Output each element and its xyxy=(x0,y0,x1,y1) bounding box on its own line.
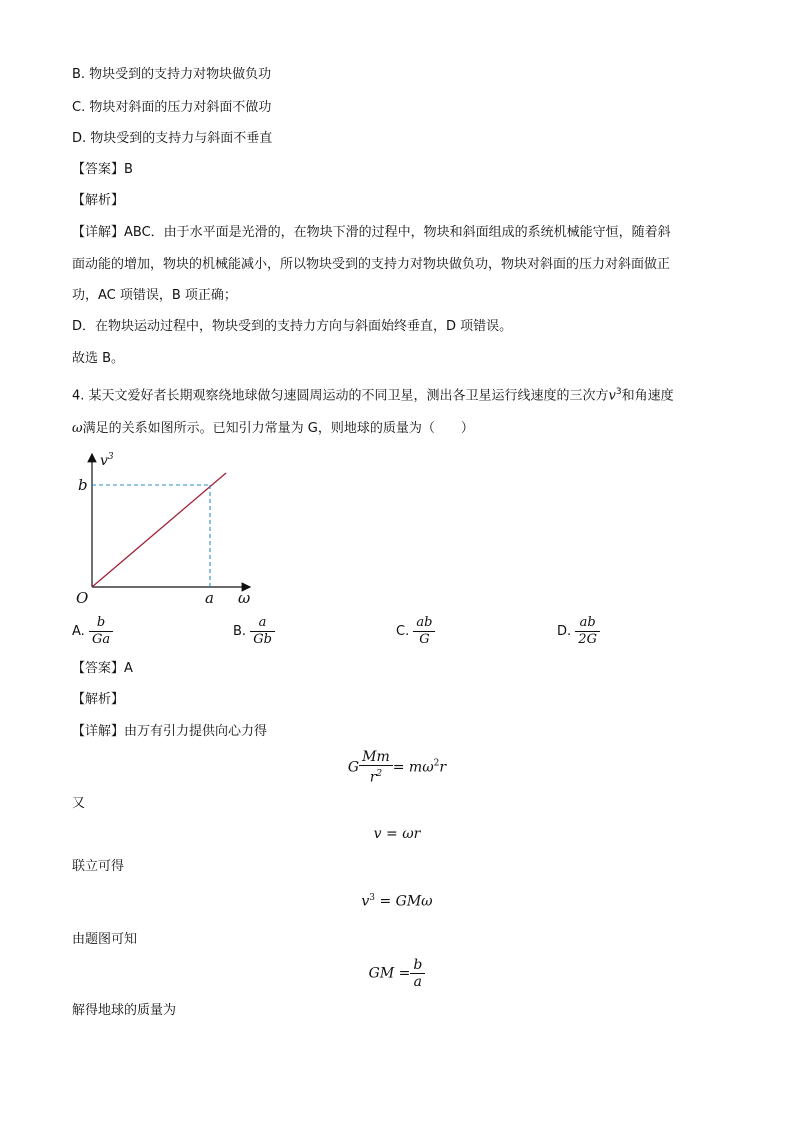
choice-c-fraction xyxy=(413,616,435,647)
eq1-rhs-m: = m xyxy=(392,759,423,776)
y-axis-label-v: v xyxy=(100,453,108,469)
choice-c xyxy=(396,616,435,647)
equation-gravitation xyxy=(0,750,794,785)
eq3-rhs: = GMω xyxy=(375,893,433,910)
equation-v3-gm-omega xyxy=(0,893,794,910)
choice-b xyxy=(233,616,275,647)
v3-omega-graph xyxy=(70,450,260,610)
choice-d-fraction xyxy=(575,616,600,647)
velocity-symbol: v xyxy=(608,388,616,404)
eq1-denominator xyxy=(359,766,393,785)
y-axis-label-exp: 3 xyxy=(107,452,114,462)
omega-symbol: ω xyxy=(72,421,83,436)
eq1-fraction xyxy=(359,750,393,785)
question-4-line2 xyxy=(72,420,474,438)
choice-a xyxy=(72,616,113,647)
eq3-exp: 3 xyxy=(369,893,376,903)
text-youtu: 由题图可知 xyxy=(72,932,138,947)
question-4-text-part3: 满足的关系如图所示。已知引力常量为 G，则地球的质量为（ ） xyxy=(82,421,474,436)
text-you: 又 xyxy=(72,796,86,811)
eq1-den-exp: 2 xyxy=(376,769,383,779)
answer-q3: 【答案】B xyxy=(72,162,133,177)
choice-c-numerator: ab xyxy=(413,616,435,632)
detail-q3-line4: D．在物块运动过程中，物块受到的支持力方向与斜面始终垂直，D 项错误。 xyxy=(72,319,513,334)
choice-a-letter: A. xyxy=(72,624,85,639)
choice-d xyxy=(557,616,600,647)
choice-d-denominator: 2G xyxy=(578,632,597,647)
detail-q3-line1: 【详解】ABC．由于水平面是光滑的，在物块下滑的过程中，物块和斜面组成的系统机械能守恒，随着斜 xyxy=(72,225,671,240)
eq1-exp: 2 xyxy=(433,758,440,769)
choice-b-letter: B. xyxy=(233,624,247,639)
data-line xyxy=(92,473,226,587)
choice-b-numerator: a xyxy=(250,616,275,632)
choice-a-numerator: b xyxy=(89,616,113,632)
choice-d-letter: D. xyxy=(557,624,572,639)
eq4-lhs: GM = xyxy=(368,965,411,982)
choice-a-fraction xyxy=(89,616,113,647)
question-4-text-part1: 4. 某天文爱好者长期观察绕地球做匀速圆周运动的不同卫星，测出各卫星运行线速度的三次方 xyxy=(72,388,609,404)
choice-b-fraction xyxy=(250,616,275,647)
eq4-fraction xyxy=(410,958,425,989)
choice-a-denominator: Ga xyxy=(91,632,111,647)
detail-q4: 【详解】由万有引力提供向心力得 xyxy=(72,724,268,739)
choice-b-denominator: Gb xyxy=(253,632,272,647)
velocity-exponent: 3 xyxy=(615,387,622,397)
question-4-line1 xyxy=(72,383,674,405)
eq4-numerator: b xyxy=(410,958,425,974)
equation-gm-b-over-a xyxy=(0,958,794,989)
analysis-heading-q3: 【解析】 xyxy=(72,193,125,208)
detail-q3-line3: 功，AC 项错误，B 项正确； xyxy=(72,288,237,303)
option-b-q3: B. 物块受到的支持力对物块做负功 xyxy=(72,67,272,82)
question-4-text-part2: 和角速度 xyxy=(621,388,674,404)
equation-v-omega-r xyxy=(0,826,794,842)
choice-d-numerator: ab xyxy=(575,616,600,632)
x-axis-label: ω xyxy=(238,589,251,607)
eq1-numerator: Mm xyxy=(359,750,393,766)
choice-c-letter: C. xyxy=(396,624,410,639)
choice-c-denominator: G xyxy=(419,632,430,647)
eq4-denominator: a xyxy=(413,974,423,990)
eq1-g: G xyxy=(347,759,360,776)
option-c-q3: C. 物块对斜面的压力对斜面不做功 xyxy=(72,100,272,115)
x-mark-a: a xyxy=(205,589,214,607)
text-lianli: 联立可得 xyxy=(72,859,125,874)
eq2-text: v = ωr xyxy=(373,826,421,842)
detail-q3-line2: 面动能的增加，物块的机械能减小，所以物块受到的支持力对物块做负功，物块对斜面的压力对斜面做正 xyxy=(72,257,671,272)
analysis-heading-q4: 【解析】 xyxy=(72,692,125,707)
eq1-omega: ω xyxy=(422,759,434,776)
y-mark-b: b xyxy=(78,476,88,494)
option-d-q3: D. 物块受到的支持力与斜面不垂直 xyxy=(72,131,273,146)
eq1-den-r: r xyxy=(369,769,377,786)
y-axis-label xyxy=(100,452,114,469)
eq3-v: v xyxy=(361,893,370,910)
answer-q4: 【答案】A xyxy=(72,661,133,676)
text-final: 解得地球的质量为 xyxy=(72,1003,177,1018)
origin-label: O xyxy=(76,589,89,607)
conclusion-q3: 故选 B。 xyxy=(72,351,125,366)
eq1-r: r xyxy=(439,759,447,776)
